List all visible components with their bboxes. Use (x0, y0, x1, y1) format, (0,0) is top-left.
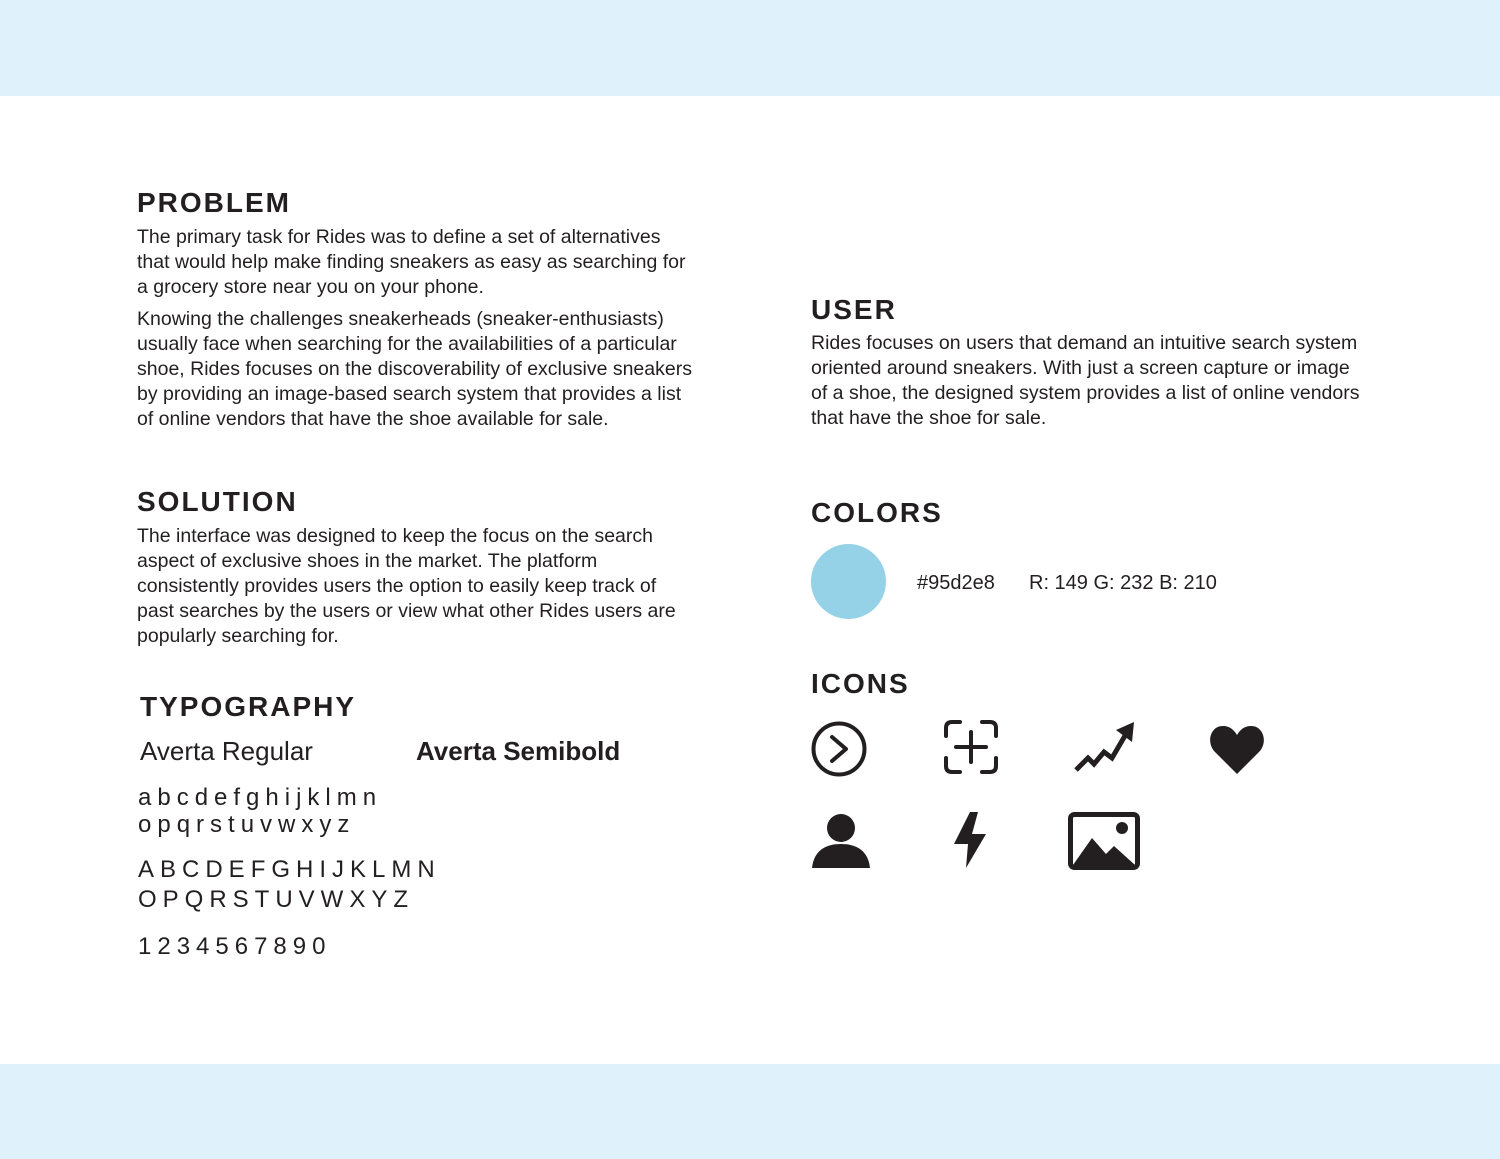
problem-heading: PROBLEM (137, 187, 291, 218)
top-band (0, 0, 1500, 96)
uppercase-line-2: OPQRSTUVWXYZ (138, 886, 415, 913)
colors-heading: COLORS (811, 497, 943, 528)
color-rgb-label: R: 149 G: 232 B: 210 (1029, 572, 1217, 594)
font-regular-label: Averta Regular (140, 736, 313, 766)
uppercase-line-1: ABCDEFGHIJKLMN (138, 856, 441, 883)
trending-up-icon (1072, 720, 1136, 776)
user-paragraph: Rides focuses on users that demand an intuitive search system oriented around sneakers. With just a screen capture or image of a shoe, the designed system provides a list of online vendors that have the shoe for sale. (811, 332, 1360, 429)
user-icon (810, 812, 872, 870)
lowercase-line-1: abcdefghijklmn (138, 784, 383, 811)
user-heading: USER (811, 294, 897, 325)
problem-paragraph-2: Knowing the challenges sneakerheads (sneaker-enthusiasts) usually face when searching for the availabilities of a particular shoe, Rides focuses on the discoverability of exclusive sneakers by providing an image-based search system that provides a list of online vendors that have the shoe available for sale. (137, 308, 692, 430)
font-semibold-label: Averta Semibold (416, 736, 621, 766)
numerals-line: 1234567890 (138, 933, 332, 960)
bottom-band (0, 1064, 1500, 1159)
typography-heading: TYPOGRAPHY (140, 691, 357, 722)
problem-paragraph-1: The primary task for Rides was to define a set of alternatives that would help make finding sneakers as easy as searching for a grocery store near you on your phone. (137, 226, 686, 298)
solution-heading: SOLUTION (137, 486, 298, 517)
scan-add-icon (942, 718, 1000, 776)
image-icon (1068, 812, 1140, 870)
color-swatch (811, 544, 886, 619)
icons-heading: ICONS (811, 668, 910, 699)
color-hex-label: #95d2e8 (917, 572, 995, 594)
play-circle-icon (810, 720, 868, 778)
heart-icon (1208, 722, 1266, 776)
lowercase-line-2: opqrstuvwxyz (138, 811, 356, 838)
lightning-icon (948, 810, 992, 870)
solution-paragraph: The interface was designed to keep the focus on the search aspect of exclusive shoes in the market. The platform consistently provides users the option to easily keep track of past searches by the users or view what other Rides users are popularly searching for. (137, 525, 676, 647)
